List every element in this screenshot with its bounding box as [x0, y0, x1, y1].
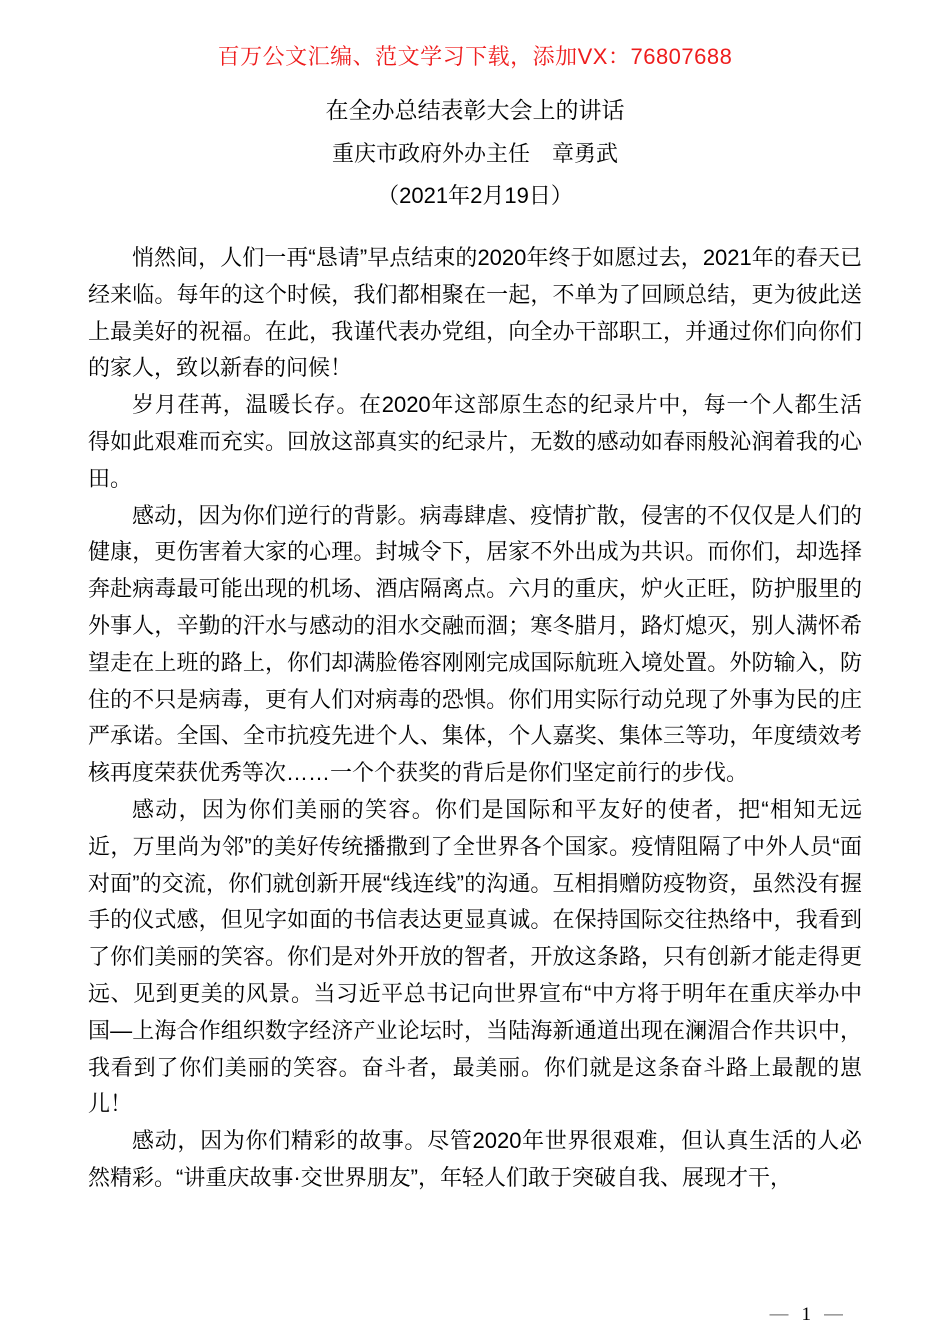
page-number — [770, 1305, 844, 1324]
page-number-value: 1 — [801, 1304, 811, 1325]
document-body — [88, 240, 862, 1197]
paragraph-3: 感动，因为你们逆行的背影。病毒肆虐、疫情扩散，侵害的不仅仅是人们的健康，更伤害着大家的心理。封城令下，居家不外出成为共识。而你们，却选择奔赴病毒最可能出现的机场、酒店隔离点。六月的重庆，炉火正旺，防护服里的外事人，辛勤的汗水与感动的泪水交融而涸；寒冬腊月，路灯熄灭，别人满怀希望走在上班的路上，你们却满脸倦容刚刚完成国际航班入境处置。外防输入，防住的不只是病毒，更有人们对病毒的恐惧。你们用实际行动兑现了外事为民的庄严承诺。全国、全市抗疫先进个人、集体，个人嘉奖、集体三等功，年度绩效考核再度荣获优秀等次……一个个获奖的背后是你们坚定前行的步伐。 — [88, 502, 862, 786]
document-author: 重庆市政府外办主任 章勇武 — [331, 141, 618, 166]
paragraph-2: 岁月荏苒，温暖长存。在2020年这部原生态的纪录片中，每一个人都生活得如此艰难而充实。回放这部真实的纪录片，无数的感动如春雨般沁润着我的心田。 — [88, 392, 862, 491]
header-notice: 百万公文汇编、范文学习下载，添加VX：76807688 — [217, 44, 733, 69]
page-number-dash-right: — — [824, 1304, 843, 1325]
page-number-dash-left: — — [769, 1304, 789, 1325]
paragraph-4: 感动，因为你们美丽的笑容。你们是国际和平友好的使者，把“相知无远近，万里尚为邻”的美好传统播撒到了全世界各个国家。疫情阻隔了中外人员“面对面”的交流，你们就创新开展“线连线”的沟通。互相捐赠防疫物资，虽然没有握手的仪式感，但见字如面的书信表达更显真诚。在保持国际交往热络中，我看到了你们美丽的笑容。你们是对外开放的智者，开放这条路，只有创新才能走得更远、见到更美的风景。当习近平总书记向世界宣布“中方将于明年在重庆举办中国—上海合作组织数字经济产业论坛时，当陆海新通道出现在澜湄合作共识中，我看到了你们美丽的笑容。奋斗者，最美丽。你们就是这条奋斗路上最靓的崽儿！ — [88, 796, 862, 1117]
paragraph-5: 感动，因为你们精彩的故事。尽管2020年世界很艰难，但认真生活的人必然精彩。“讲重庆故事·交世界朋友”，年轻人们敢于突破自我、展现才干， — [88, 1128, 862, 1190]
document-title: 在全办总结表彰大会上的讲话 — [325, 97, 625, 123]
paragraph-1: 悄然间，人们一再“恳请”早点结束的2020年终于如愿过去，2021年的春天已经来临。每年的这个时候，我们都相聚在一起，不单为了回顾总结，更为彼此送上最美好的祝福。在此，我谨代表办党组，向全办干部职工，并通过你们向你们的家人，致以新春的问候！ — [88, 245, 862, 381]
document-date: （2021年2月19日） — [377, 183, 573, 208]
